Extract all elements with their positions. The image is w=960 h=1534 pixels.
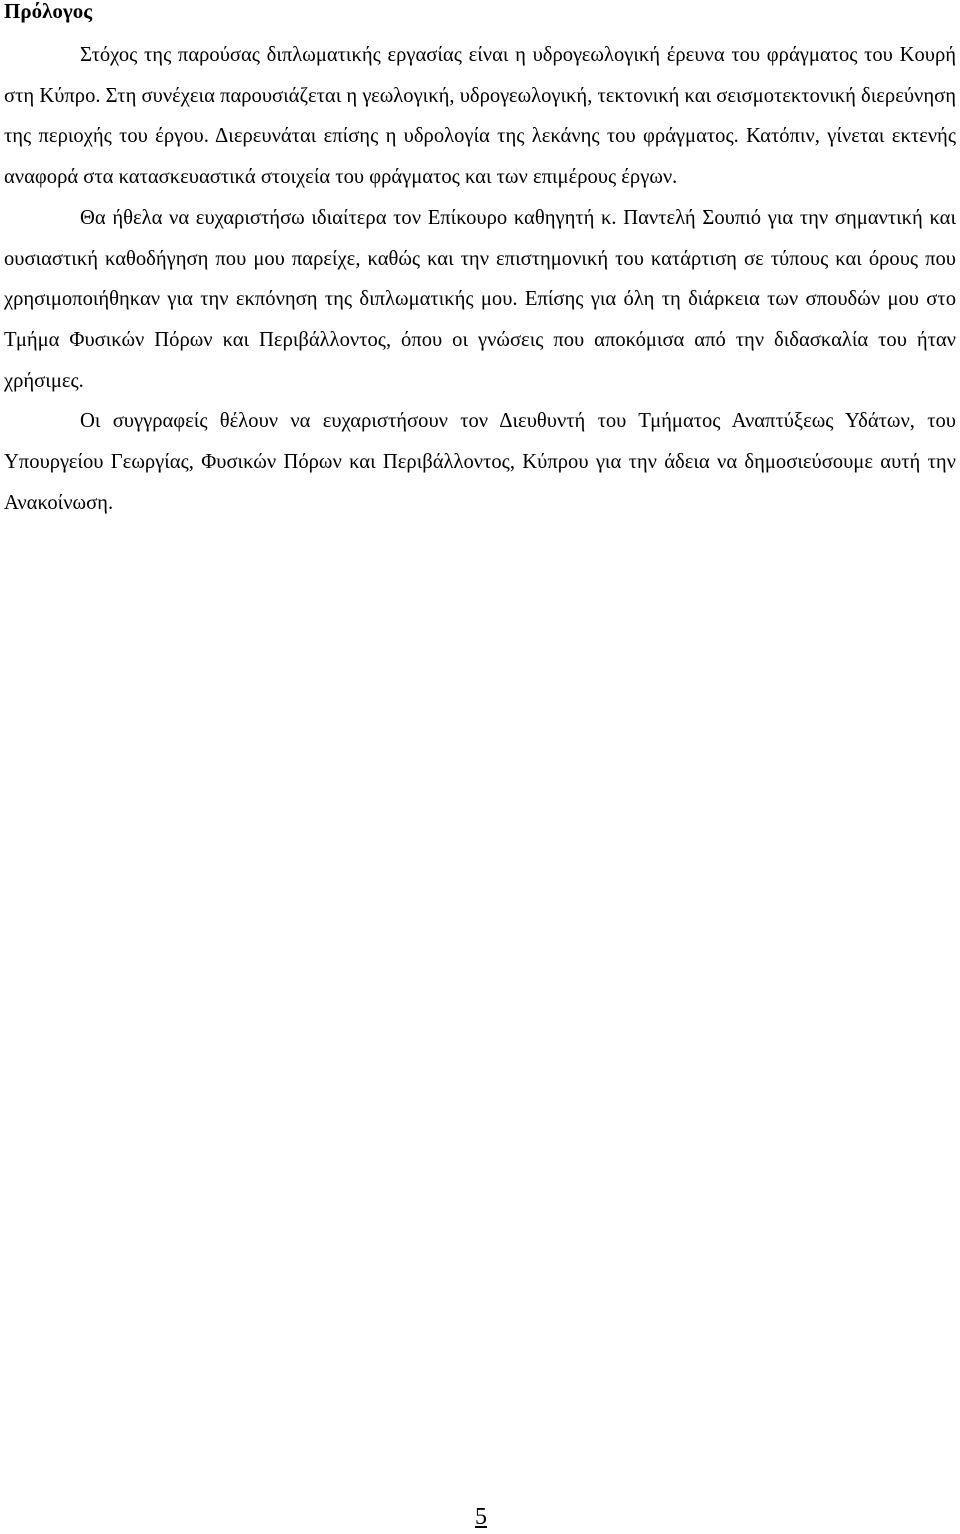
page-number: 5 [475,1504,487,1530]
document-body [4,35,956,523]
paragraph-acknowledgement-director: Οι συγγραφείς θέλουν να ευχαριστήσουν τον Διευθυντή του Τμήματος Αναπτύξεως Υδάτων, του Υπουργείου Γεωργίας, Φυσικών Πόρων και Περιβάλλοντος, Κύπρου για την άδεια να δημοσιεύσουμε αυτή την Ανακοίνωση. [4,410,956,514]
page-title: Πρόλογος [4,0,93,23]
paragraph-acknowledgement-supervisor: Θα ήθελα να ευχαριστήσω ιδιαίτερα τον Επίκουρο καθηγητή κ. Παντελή Σουπιό για την σημαντική και ουσιαστική καθοδήγηση που μου παρείχε, καθώς και την επιστημονική του κατάρτιση σε τύπους και όρους που χρησιμοποιήθηκαν για την εκπόνηση της διπλωματικής μου. Επίσης για όλη τη διάρκεια των σπουδών μου στο Τμήμα Φυσικών Πόρων και Περιβάλλοντος, όπου οι γνώσεις που αποκόμισα από την διδασκαλία του ήταν χρήσιμες. [4,206,956,392]
paragraph-aim: Στόχος της παρούσας διπλωματικής εργασίας είναι η υδρογεωλογική έρευνα του φράγματος του Κουρή στη Κύπρο. Στη συνέχεια παρουσιάζεται η γεωλογική, υδρογεωλογική, τεκτονική και σεισμοτεκτονική διερεύνηση της περιοχής του έργου. Διερευνάται επίσης η υδρολογία της λεκάνης του φράγματος. Κατόπιν, γίνεται εκτενής αναφορά στα κατασκευαστικά στοιχεία του φράγματος και των επιμέρους έργων. [4,44,956,189]
